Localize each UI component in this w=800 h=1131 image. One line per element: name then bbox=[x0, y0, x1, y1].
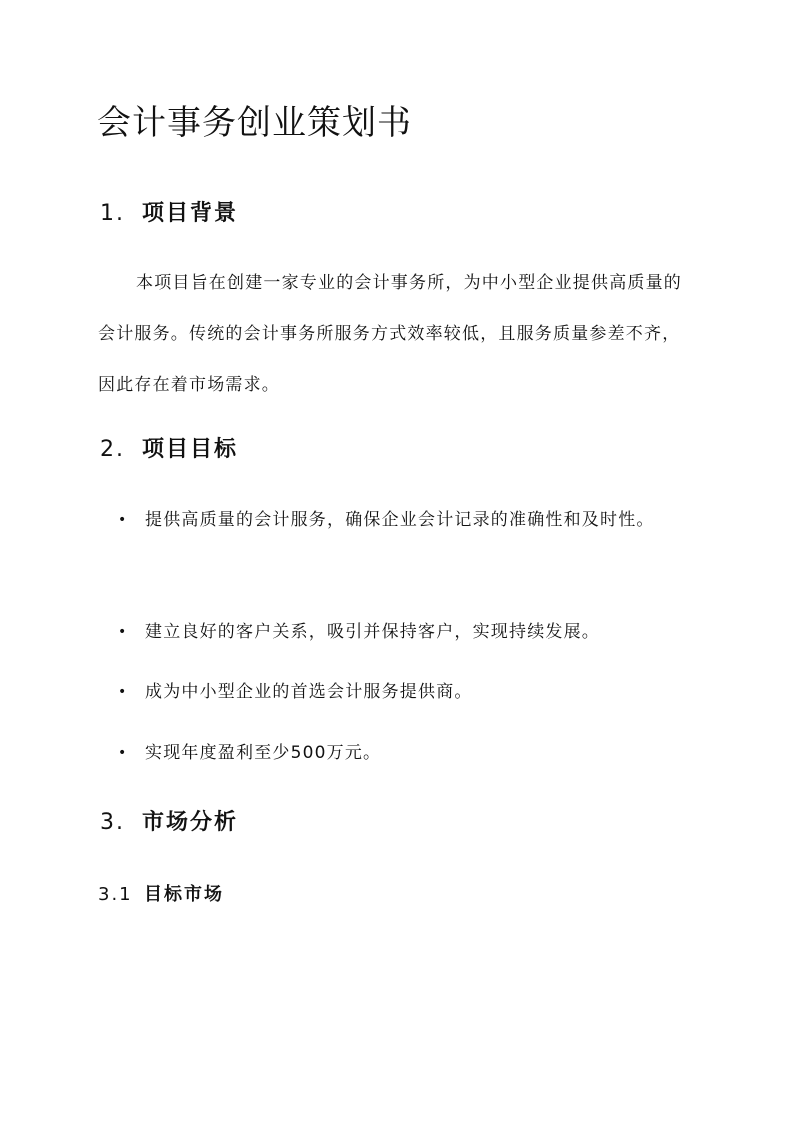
bullet-icon: • bbox=[118, 684, 128, 700]
section-number: 2. bbox=[100, 437, 125, 462]
list-item-text: 提供高质量的会计服务，确保企业会计记录的准确性和及时性。 bbox=[145, 510, 655, 530]
list-item-text: 实现年度盈利至少500万元。 bbox=[145, 743, 382, 763]
section-number: 3. bbox=[100, 810, 125, 835]
bullet-icon: • bbox=[118, 512, 128, 528]
list-item bbox=[118, 666, 678, 718]
list-item-text: 建立良好的客户关系，吸引并保持客户，实现持续发展。 bbox=[145, 622, 600, 642]
section-title: 项目目标 bbox=[142, 437, 239, 462]
subsection-heading-target-market bbox=[98, 880, 224, 906]
section-heading-market-analysis bbox=[100, 805, 238, 836]
bullet-icon: • bbox=[118, 624, 128, 640]
section-number: 1. bbox=[100, 201, 125, 226]
section-heading-project-goals bbox=[100, 432, 238, 463]
list-item bbox=[118, 727, 678, 779]
subsection-number: 3.1 bbox=[98, 884, 133, 905]
section-title: 市场分析 bbox=[142, 810, 239, 835]
list-item bbox=[118, 494, 678, 546]
bullet-icon: • bbox=[118, 745, 128, 761]
list-item-text: 成为中小型企业的首选会计服务提供商。 bbox=[145, 682, 473, 702]
section-heading-project-background bbox=[100, 196, 238, 227]
subsection-title: 目标市场 bbox=[144, 884, 224, 905]
list-item bbox=[118, 606, 678, 658]
section-title: 项目背景 bbox=[142, 201, 239, 226]
project-background-paragraph: 本项目旨在创建一家专业的会计事务所，为中小型企业提供高质量的会计服务。传统的会计事务所服务方式效率较低，且服务质量参差不齐，因此存在着市场需求。 bbox=[98, 273, 682, 395]
document-title: 会计事务创业策划书 bbox=[97, 103, 412, 143]
